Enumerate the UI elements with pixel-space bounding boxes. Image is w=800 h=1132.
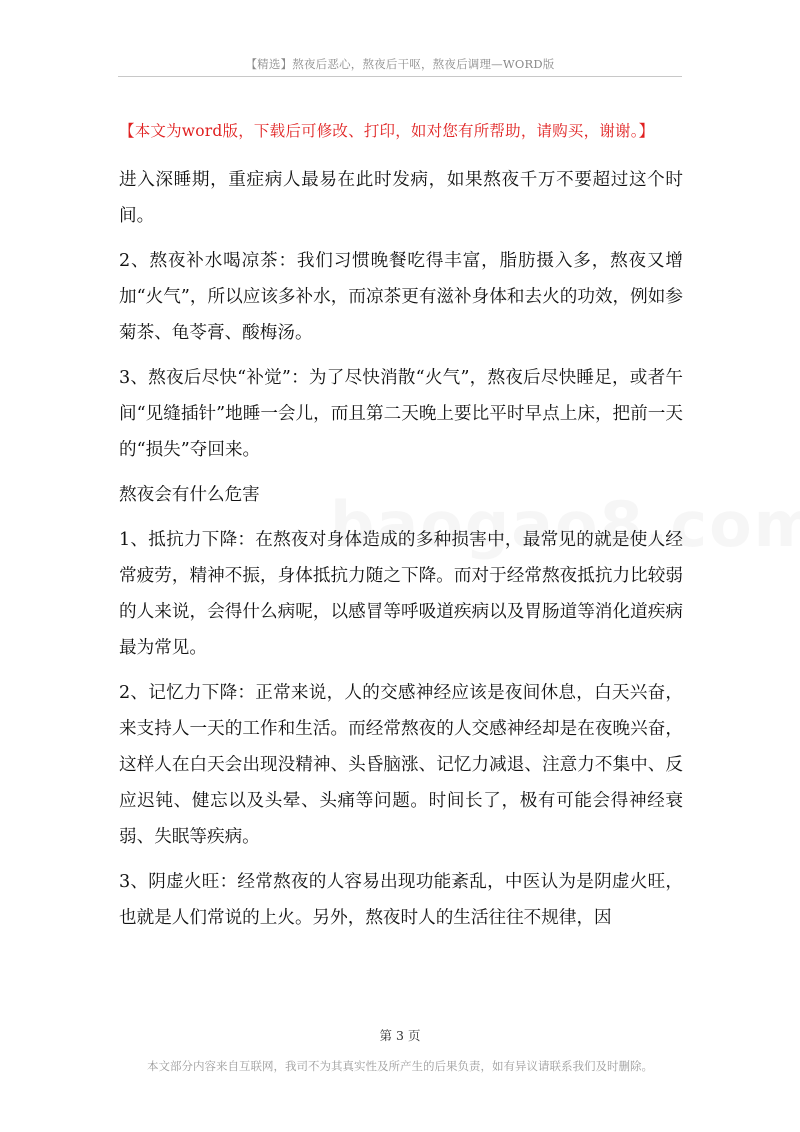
- paragraph: 2、记忆力下降：正常来说，人的交感神经应该是夜间休息，白天兴奋，来支持人一天的工作和生活。而经常熬夜的人交感神经却是在夜晚兴奋，这样人在白天会出现没精神、头昏脑涨、记忆力减退、注意力不集中、反应迟钝、健忘以及头晕、头痛等问题。时间长了，极有可能会得神经衰弱、失眠等疾病。: [119, 683, 683, 847]
- purchase-notice: 【本文为word版，下载后可修改、打印，如对您有所帮助，请购买，谢谢。】: [119, 122, 655, 140]
- page-number: 第 3 页: [379, 1028, 421, 1043]
- paragraph: 1、抵抗力下降：在熬夜对身体造成的多种损害中，最常见的就是使人经常疲劳，精神不振，身体抵抗力随之下降。而对于经常熬夜抵抗力比较弱的人来说，会得什么病呢，以感冒等呼吸道疾病以及胃肠道等消化道疾病最为常见。: [119, 530, 683, 658]
- document-body: [119, 162, 683, 945]
- paragraph: 3、阴虚火旺：经常熬夜的人容易出现功能紊乱，中医认为是阴虚火旺，也就是人们常说的上火。另外，熬夜时人的生活往往不规律，因: [119, 872, 683, 928]
- footer-disclaimer: 本文部分内容来自互联网，我司不为其真实性及所产生的后果负责，如有异议请联系我们及时删除。: [147, 1059, 653, 1073]
- paragraph: 2、熬夜补水喝凉茶：我们习惯晚餐吃得丰富，脂肪摄入多，熬夜又增加“火气”，所以应该多补水，而凉茶更有滋补身体和去火的功效，例如参菊茶、龟苓膏、酸梅汤。: [119, 251, 683, 343]
- section-heading: 熬夜会有什么危害: [119, 485, 260, 505]
- paragraph: 3、熬夜后尽快“补觉”：为了尽快消散“火气”，熬夜后尽快睡足，或者午间“见缝插针”地睡一会儿，而且第二天晚上要比平时早点上床，把前一天的“损失”夺回来。: [119, 368, 683, 460]
- page-header-title: 【精选】熬夜后恶心，熬夜后干呕，熬夜后调理—WORD版: [245, 57, 555, 71]
- paragraph: 进入深睡期，重症病人最易在此时发病，如果熬夜千万不要超过这个时间。: [119, 170, 683, 226]
- header-divider: [118, 76, 682, 77]
